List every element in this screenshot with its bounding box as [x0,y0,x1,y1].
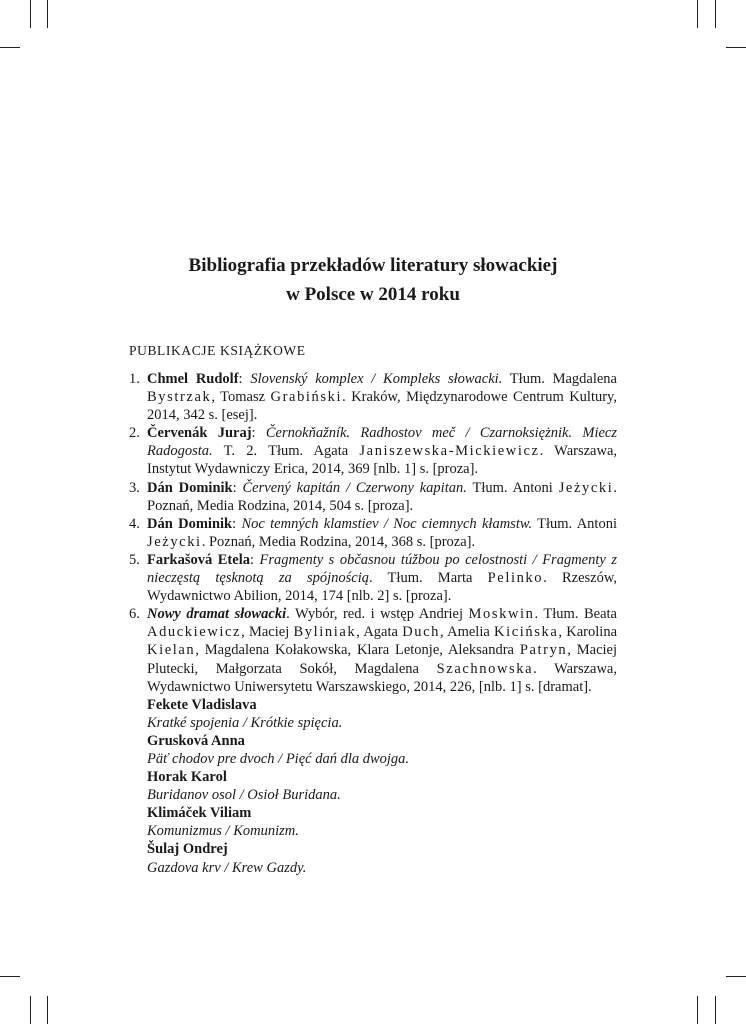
entry-text: , Małgorzata [194,660,300,677]
translator-name: Janiszewska-Mickiewicz [359,443,540,460]
entry-text: , Magdalena [195,642,275,659]
entry-work-title: Nowy dramat słowacki [147,606,287,623]
entry-separator: : [249,551,260,568]
entry-text: . Warszawa, Instytut Wydawniczy Erica, 2014, 369 [nlb. 1] s. [proza]. [147,443,618,478]
entry-author: Farkašová Etela [147,551,250,568]
entry-text: . Tłum. Marta [369,570,488,587]
entry-author: Červenák Juraj [147,425,252,442]
content-author: Klimáček Viliam [147,805,252,822]
entry-author: Dán Dominik [147,515,233,532]
crop-mark [47,0,48,28]
content-author: Fekete Vladislava [147,696,257,713]
entry-text: Tłum. Magdalena [502,371,617,387]
title-line-2: w Polsce w 2014 roku [286,284,460,305]
entry-number: 4. [129,515,140,532]
entry-number: 3. [129,479,140,496]
entry-text: . Rzeszów, Wydawnictwo Abilion, 2014, 174 [nlb. 2] s. [proza]. [147,570,617,605]
bibliography-entry [129,479,617,515]
entry-text: , Agata [356,624,403,641]
title-line-1: Bibliografia przekładów literatury słowackiej [188,255,558,276]
page-title [0,251,746,309]
content-title: Gazdova krv / Krew Gazdy. [147,859,307,876]
entry-text: , Klara [347,642,395,659]
translator-name: Duch [402,624,441,641]
anthology-contents [129,696,617,877]
entry-number: 5. [129,551,140,568]
bibliography-entry [129,370,617,424]
entry-text: . Poznań, Media Rodzina, 2014, 504 s. [proza]. [147,479,617,514]
entry-text: , Magdalena [333,660,437,677]
translator-name: Bystrzak [147,389,212,406]
content-author: Horak Karol [147,769,227,786]
entry-text: . Warszawa, Wydawnictwo Uniwersytetu Warszawskiego, 2014, 226, [nlb. 1] s. [dramat]. [147,660,617,695]
entry-separator: : [232,515,242,532]
crop-mark [0,976,20,977]
crop-mark [726,976,746,977]
entry-text: Tłum. Antoni [532,515,617,532]
entry-work-title: Fragmenty s občasnou túžbou po celostnosti / Fragmenty z nieczęstą tęsknotą za spójnością [147,551,617,587]
entry-author: Dán Dominik [147,479,233,496]
entry-number: 1. [129,371,140,387]
entry-text: Tłum. Antoni [466,479,559,496]
editor-name: Moskwin [468,606,535,623]
crop-mark [30,0,31,28]
entry-author: Chmel Rudolf [147,371,239,387]
bibliography-entry [129,424,617,478]
entry-separator: : [238,371,251,387]
translator-name: Szachnowska [436,660,534,677]
bibliography-list [129,370,617,877]
crop-mark [30,996,31,1024]
translator-name: Kielan [147,642,196,659]
crop-mark [715,996,716,1024]
entry-text: . Poznań, Media Rodzina, 2014, 368 s. [proza]. [201,533,476,550]
bibliography-entry [129,605,617,695]
entry-text: . Tłum. Beata [534,606,617,623]
entry-work-title: Slovenský komplex / Kompleks słowacki. [250,371,503,387]
crop-mark [697,996,698,1024]
entry-text: , Amelia [440,624,495,641]
entry-number: 2. [129,425,140,442]
crop-mark [715,0,716,28]
translator-name: Grabiński [270,389,343,406]
entry-number: 6. [129,606,140,623]
translator-name: Plutecki [147,660,195,677]
translator-name: Kołakowska [274,642,348,659]
translator-name: Patryn [519,642,568,659]
section-heading: PUBLIKACJE KSIĄŻKOWE [129,343,306,358]
translator-name: Letonje [394,642,440,659]
entry-separator: : [232,479,243,496]
translator-name: Sokół [299,660,334,677]
content-title: Komunizmus / Komunizm. [147,823,299,840]
entry-text: , Karolina [558,624,617,641]
entry-text: , Maciej [241,624,294,641]
entry-work-title: Černokňažník. Radhostov meč / Czarnoksiężnik. Miecz Radogosta. [147,425,618,460]
translator-name: Pelinko [487,570,544,587]
translator-name: Jeżycki [147,533,202,550]
translator-name: Jeżycki [558,479,614,496]
entry-text: . Wybór, red. i wstęp Andriej [286,606,469,623]
entry-text: T. 2. Tłum. Agata [212,443,360,460]
content-author: Grusková Anna [147,732,245,749]
entry-text: , Tomasz [211,389,271,406]
entry-work-title: Noc temných klamstiev / Noc ciemnych kłamstw. [241,515,533,532]
bibliography-entry [129,551,617,605]
content-author: Šulaj Ondrej [147,841,228,858]
content-title: Kratké spojenia / Krótkie spięcia. [147,714,343,731]
crop-mark [0,47,20,48]
crop-mark [697,0,698,28]
crop-mark [726,47,746,48]
bibliography-entry [129,515,617,551]
content-title: Päť chodov pre dvoch / Pięć dań dla dwojga. [147,750,410,767]
entry-text: , Aleksandra [439,642,520,659]
translator-name: Kicińska [494,624,559,641]
entry-text: . Kraków, Międzynarodowe Centrum Kultury, 2014, 342 s. [esej]. [147,389,617,424]
entry-text: , Maciej [567,642,617,659]
translator-name: Aduckiewicz [147,624,242,641]
content-title: Buridanov osol / Osioł Buridana. [147,787,341,804]
entry-work-title: Červený kapitán / Czerwony kapitan. [242,479,467,496]
crop-mark [47,996,48,1024]
entry-separator: : [251,425,266,442]
translator-name: Byliniak [293,624,357,641]
